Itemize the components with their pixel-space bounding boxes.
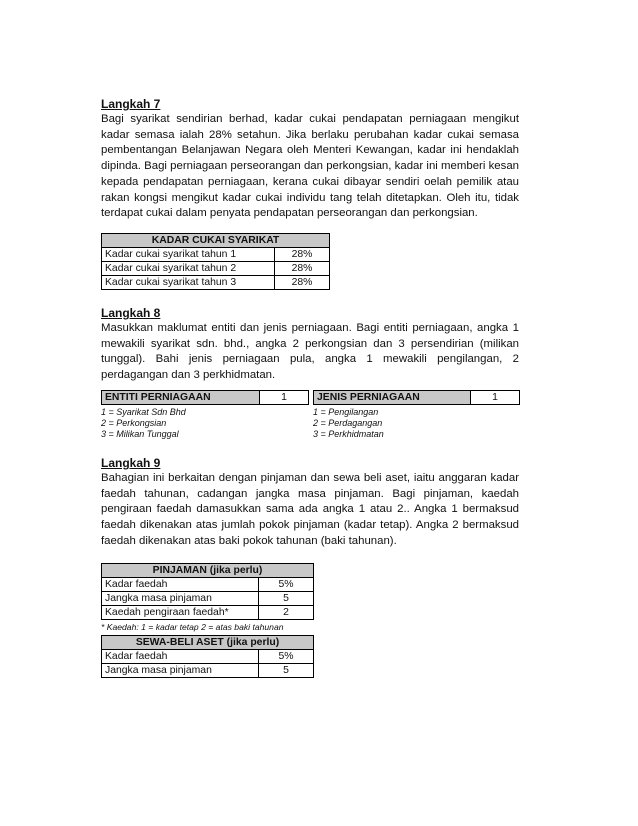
table-row: [102, 247, 330, 261]
hire-purchase-title: SEWA-BELI ASET (jika perlu): [102, 635, 314, 649]
tax-row-label: Kadar cukai syarikat tahun 2: [102, 261, 275, 275]
step-7-section: [101, 97, 519, 290]
hire-purchase-table: [101, 635, 314, 678]
entity-option: 3 = Milikan Tunggal: [101, 429, 179, 439]
corporate-tax-rate-table: [101, 233, 330, 290]
step-8-body: Masukkan maklumat entiti dan jenis perniagaan. Bagi entiti perniagaan, angka 1 mewakili syarikat sdn. bhd., angka 2 perkongsian dan 3 persendirian (milikan tunggal). Bahi jenis perniagaan pula, angka 1 mewakili pengilangan, 2 perdagangan dan 3 perkhidmatan.: [101, 322, 519, 382]
hire-row-label: Jangka masa pinjaman: [102, 663, 259, 677]
loan-row-label: Kadar faedah: [102, 577, 259, 591]
business-entity-label: ENTITI PERNIAGAAN: [102, 391, 260, 405]
tax-row-value: 28%: [275, 247, 330, 261]
type-option: 2 = Perdagangan: [313, 418, 383, 428]
entity-option: 1 = Syarikat Sdn Bhd: [101, 407, 186, 417]
business-type-block: [313, 390, 520, 440]
loan-row-value[interactable]: 5: [259, 591, 314, 605]
table-row: [102, 649, 314, 663]
table-row: [102, 591, 314, 605]
hire-row-value[interactable]: 5%: [259, 649, 314, 663]
business-type-field: [313, 390, 520, 405]
tax-row-label: Kadar cukai syarikat tahun 1: [102, 247, 275, 261]
business-entity-field: [101, 390, 309, 405]
type-option: 1 = Pengilangan: [313, 407, 379, 417]
table-row: [102, 577, 314, 591]
entity-option: 2 = Perkongsian: [101, 418, 167, 428]
step-7-body: Bagi syarikat sendirian berhad, kadar cukai pendapatan perniagaan mengikut kadar semasa ialah 28% setahun. Jika berlaku perubahan kadar cukai semasa pembentangan Belanjawan Negara oleh Menteri Kewangan, kadar ini hendaklah dipinda. Bagi perniagaan perseorangan dan perkongsian, kadar ini memberi kesan kepada pendapatan perniagaan, kerana cukai dibayar sendiri oelah pemilik atau rakan kongsi mengikut kadar cukai individu tang telah ditetapkan. Oleh itu, tidak terdapat cukai dalam penyata pendapatan perseorangan dan perkongsian.: [101, 113, 519, 220]
tax-row-value: 28%: [275, 275, 330, 289]
table-row: [102, 605, 314, 619]
business-entity-block: [101, 390, 309, 440]
loan-row-value[interactable]: 2: [259, 605, 314, 619]
business-type-value[interactable]: 1: [471, 391, 520, 405]
step-8-section: [101, 306, 519, 384]
loan-row-label: Jangka masa pinjaman: [102, 591, 259, 605]
hire-row-label: Kadar faedah: [102, 649, 259, 663]
table-row: [102, 275, 330, 289]
step-8-heading: Langkah 8: [101, 306, 161, 320]
step-9-heading: Langkah 9: [101, 456, 161, 470]
loan-row-label: Kaedah pengiraan faedah*: [102, 605, 259, 619]
type-option: 3 = Perkhidmatan: [313, 429, 384, 439]
step-9-section: [101, 456, 519, 678]
table-row: [102, 663, 314, 677]
loan-row-value[interactable]: 5%: [259, 577, 314, 591]
table-row: [102, 261, 330, 275]
business-entity-value[interactable]: 1: [260, 391, 309, 405]
business-type-label: JENIS PERNIAGAAN: [314, 391, 471, 405]
corporate-tax-rate-title: KADAR CUKAI SYARIKAT: [102, 233, 330, 247]
tax-row-value: 28%: [275, 261, 330, 275]
loan-table-title: PINJAMAN (jika perlu): [102, 563, 314, 577]
loan-table: [101, 563, 314, 620]
step-9-body: Bahagian ini berkaitan dengan pinjaman dan sewa beli aset, iaitu anggaran kadar faedah tahunan, cadangan jangka masa pinjaman. Bagi pinjaman, kaedah pengiraan faedah damasukkan sama ada angka 1 atau 2.. Angka 1 bermaksud faedah dikenakan atas jumlah pokok pinjaman (kadar tetap). Angka 2 bermaksud faedah dikenakan atas baki pokok tahunan (baki tahunan).: [101, 472, 519, 547]
step-7-heading: Langkah 7: [101, 97, 161, 111]
tax-row-label: Kadar cukai syarikat tahun 3: [102, 275, 275, 289]
loan-method-note: * Kaedah: 1 = kadar tetap 2 = atas baki tahunan: [101, 621, 284, 632]
hire-row-value[interactable]: 5: [259, 663, 314, 677]
